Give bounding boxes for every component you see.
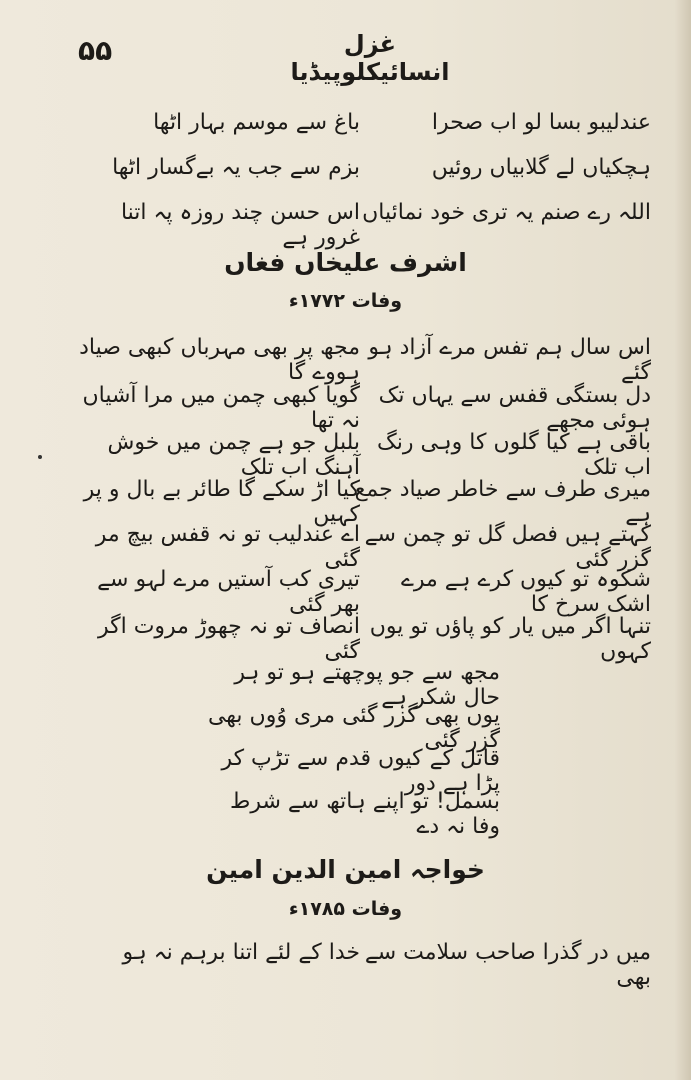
misra-second: تیری کب آستیں مرے لہو سے بھر گئی — [97, 567, 360, 617]
couplet — [40, 522, 651, 572]
misra-first: میں در گذرا صاحب سلامت سے بھی — [364, 940, 651, 990]
misra-second: باغ سے موسم بہار اٹھا — [153, 110, 360, 135]
verse-line: یوں بھی گزر گئی مری وُوں بھی گزر گئی — [207, 703, 500, 753]
misra-first: تنہا اگر میں یار کو پاؤں تو یوں کہوں — [369, 614, 651, 664]
misra-second: اس حسن چند روزہ پہ اتنا غرور ہے — [120, 200, 360, 250]
couplet — [40, 614, 651, 664]
page-number: ۵۵ — [78, 34, 113, 67]
couplet — [40, 430, 651, 480]
misra-first: دل بستگی قفس سے یہاں تک ہوئی مجھے — [378, 383, 651, 433]
misra-second: مجھ پر بھی مہرباں کبھی صیاد ہووے گا — [79, 335, 360, 385]
misra-second: بلبل جو ہے چمن میں خوش آہنگ اب تلک — [107, 430, 360, 480]
misra-first: کہتے ہیں فصل گل تو چمن سے گزر گئی — [364, 522, 651, 572]
couplet — [40, 567, 651, 617]
couplet — [40, 940, 651, 990]
misra-first: شکوہ تو کیوں کرے ہے مرے اشک سرخ کا — [400, 567, 651, 617]
misra-first: اس سال ہم تفس مرے آزاد ہو گئے — [368, 335, 651, 385]
misra-first: عندلیبو بسا لو اب صحرا — [431, 110, 651, 135]
couplet — [40, 383, 651, 433]
misra-second: بزم سے جب یہ بےگسار اٹھا — [112, 155, 360, 180]
misra-first: میری طرف سے خاطر صیاد جمع ہے — [354, 477, 651, 527]
poet-name: خواجہ امین الدین امین — [206, 855, 485, 884]
misra-second: گویا کبھی چمن میں مرا آشیاں نہ تھا — [82, 383, 360, 433]
couplet — [40, 335, 651, 385]
verse-line: مجھ سے جو پوچھتے ہو تو ہر حال شکر ہے — [234, 660, 500, 710]
death-year: وفات ۱۷۸۵ء — [288, 898, 403, 920]
couplet — [40, 477, 651, 527]
misra-second: اے عندلیب تو نہ قفس بیچ مر گئی — [95, 522, 360, 572]
misra-second: خدا کے لئے اتنا برہم نہ ہو — [122, 940, 360, 965]
couplet — [40, 155, 651, 199]
poet-name: اشرف علیخاں فغاں — [224, 248, 467, 277]
misra-first: باقی ہے کیا گلوں کا وہی رنگ اب تلک — [377, 430, 651, 480]
running-head: غزل انسائیکلوپیڈیا — [290, 30, 450, 86]
misra-second: انصاف تو نہ چھوڑ مروت اگر گئی — [97, 614, 360, 664]
couplet — [40, 110, 651, 154]
couplet — [40, 200, 651, 250]
verse-line: بسمل! تو اپنے ہاتھ سے شرط وفا نہ دے — [229, 789, 500, 839]
misra-first: اللہ رے صنم یہ تری خود نمائیاں — [362, 200, 651, 225]
verse-line: قاتل کے کیوں قدم سے تڑپ کر پڑا ہے دور — [221, 746, 500, 796]
misra-second: کیا اڑ سکے گا طائر بے بال و پر کہیں — [83, 477, 360, 527]
death-year: وفات ۱۷۷۲ء — [288, 290, 403, 312]
misra-first: ہچکیاں لے گلابیاں روئیں — [431, 155, 651, 180]
